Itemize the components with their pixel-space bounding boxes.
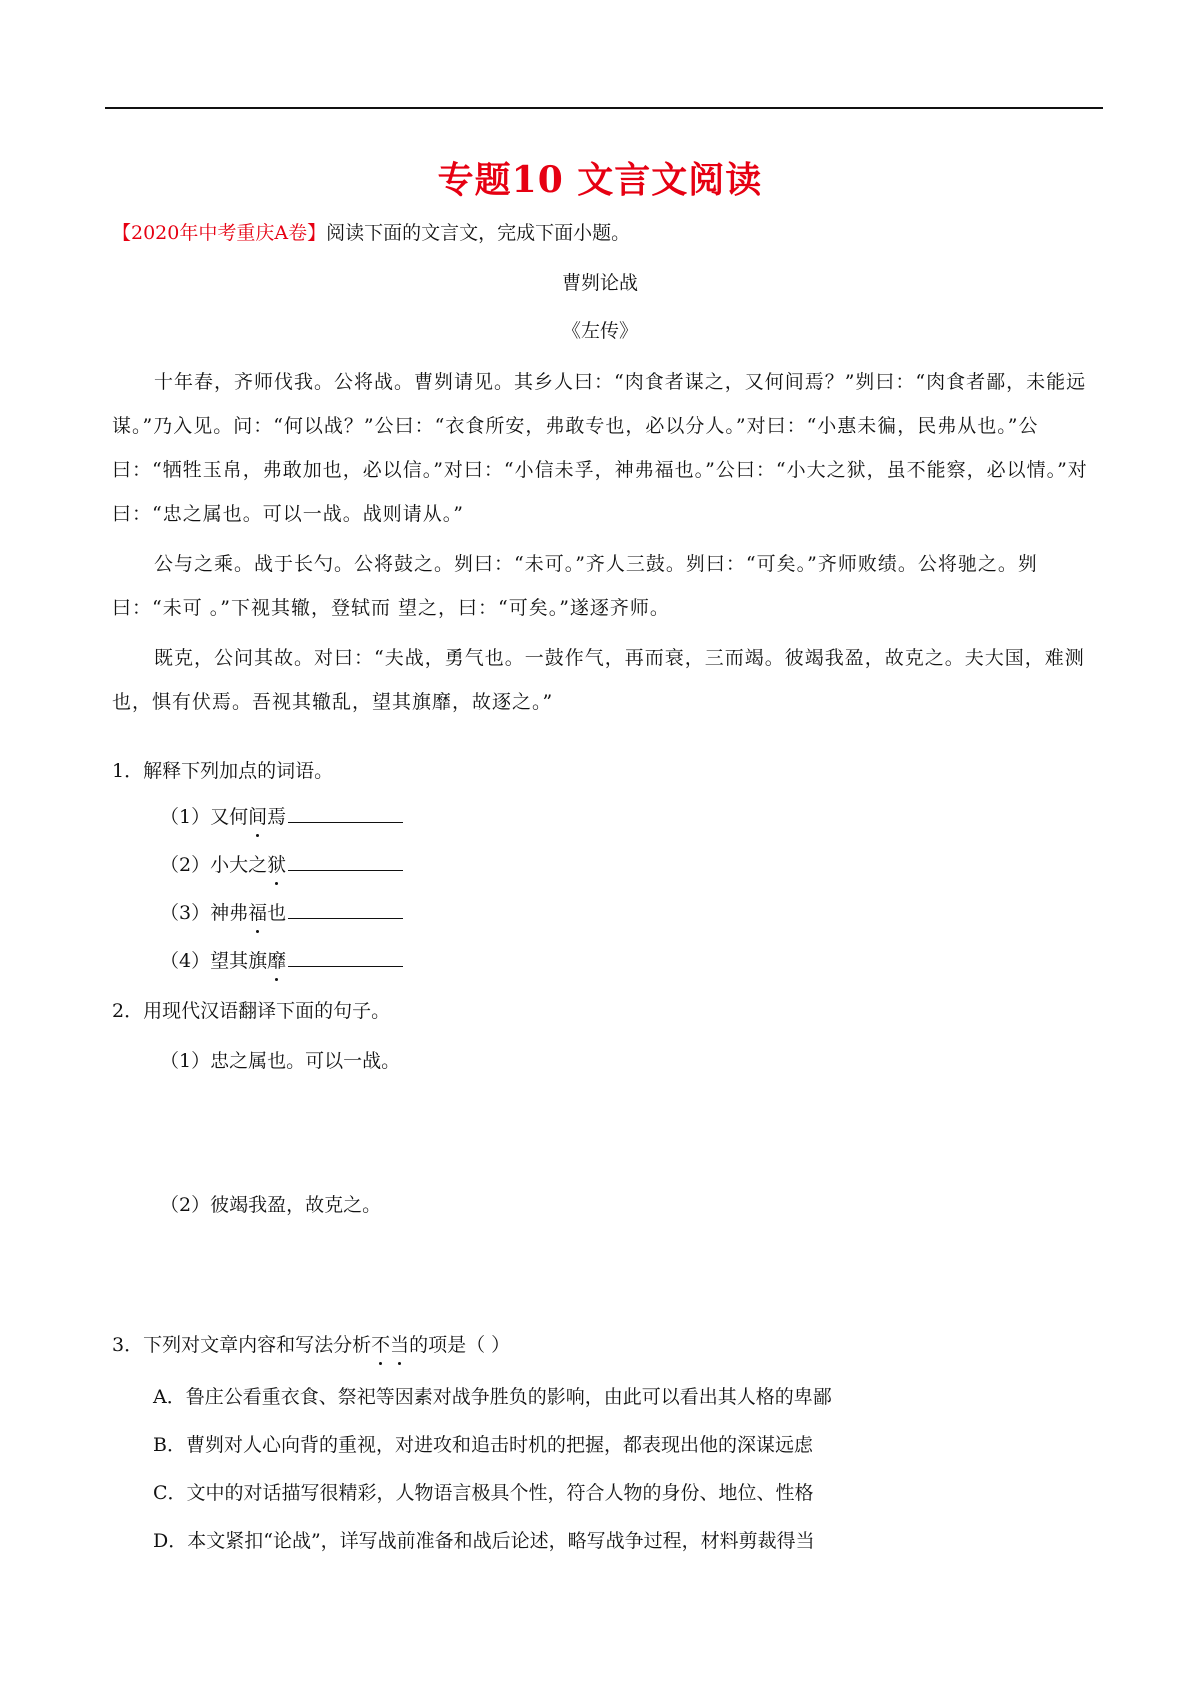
answer-blank[interactable] bbox=[288, 804, 403, 823]
option-c[interactable]: C．文中的对话描写很精彩，人物语言极具个性，符合人物的身份、地位、性格 bbox=[153, 1482, 814, 1504]
dotted-word: 狱 bbox=[267, 854, 287, 876]
answer-blank[interactable] bbox=[288, 948, 403, 967]
answer-blank[interactable] bbox=[288, 900, 403, 919]
passage-paragraph: 既克，公问其故。对曰：“夫战，勇气也。一鼓作气，再而衰，三而竭。彼竭我盈，故克之。夫大国，难测也，惧有伏焉。吾视其辙乱，望其旗靡，故逐之。” bbox=[112, 647, 1085, 713]
page-title: 专题10 文言文阅读 bbox=[437, 159, 763, 201]
header-rule bbox=[105, 107, 1103, 109]
answer-blank[interactable] bbox=[288, 852, 403, 871]
question-1-item: （3）神弗福也 bbox=[160, 898, 403, 925]
dotted-word: 靡 bbox=[267, 950, 287, 972]
dotted-word: 不 bbox=[371, 1334, 391, 1356]
passage-body bbox=[112, 360, 1092, 730]
question-1-item: （4）望其旗靡 bbox=[160, 946, 403, 973]
passage-paragraph: 公与之乘。战于长勺。公将鼓之。刿曰：“未可。”齐人三鼓。刿曰：“可矣。”齐师败绩。公将驰之。刿曰：“未可 。”下视其辙，登轼而 望之，曰：“可矣。”遂逐齐师。 bbox=[112, 553, 1038, 619]
option-b[interactable]: B．曹刿对人心向背的重视，对进攻和追击时机的把握，都表现出他的深谋远虑 bbox=[153, 1434, 813, 1456]
option-d[interactable]: D．本文紧扣“论战”，详写战前准备和战后论述，略写战争过程，材料剪裁得当 bbox=[153, 1530, 815, 1552]
dotted-word: 福 bbox=[248, 902, 268, 924]
question-2-item: （1）忠之属也。可以一战。 bbox=[160, 1050, 401, 1072]
question-intro bbox=[112, 218, 630, 245]
passage-title: 曹刿论战 bbox=[561, 272, 638, 294]
option-a[interactable]: A．鲁庄公看重衣食、祭祀等因素对战争胜负的影响，由此可以看出其人格的卑鄙 bbox=[153, 1386, 832, 1408]
question-2-stem: 2．用现代汉语翻译下面的句子。 bbox=[112, 1000, 391, 1022]
question-1-stem: 1．解释下列加点的词语。 bbox=[112, 760, 334, 782]
question-2-item: （2）彼竭我盈，故克之。 bbox=[160, 1194, 382, 1216]
passage-paragraph: 十年春，齐师伐我。公将战。曹刿请见。其乡人曰：“肉食者谋之，又何间焉？”刿曰：“肉食者鄙，未能远谋。”乃入见。问：“何以战？”公曰：“衣食所安，弗敢专也，必以分人。”对曰：“小惠未徧，民弗从也。”公曰：“牺牲玉帛，弗敢加也，必以信。”对曰：“小信未孚，神弗福也。”公曰：“小大之狱，虽不能察，必以情。”对曰：“忠之属也。可以一战。战则请从。” bbox=[112, 371, 1088, 525]
question-1-item: （1）又何间焉 bbox=[160, 802, 403, 829]
dotted-word: 间 bbox=[248, 806, 268, 828]
instruction-text: 阅读下面的文言文，完成下面小题。 bbox=[326, 222, 631, 244]
source-tag: 【2020年中考重庆A卷】 bbox=[112, 222, 327, 244]
question-3-stem: 3．下列对文章内容和写法分析不当的项是（ ） bbox=[112, 1334, 511, 1356]
question-1-item: （2）小大之狱 bbox=[160, 850, 403, 877]
passage-author: 《左传》 bbox=[561, 320, 638, 342]
dotted-word: 当 bbox=[390, 1334, 410, 1356]
